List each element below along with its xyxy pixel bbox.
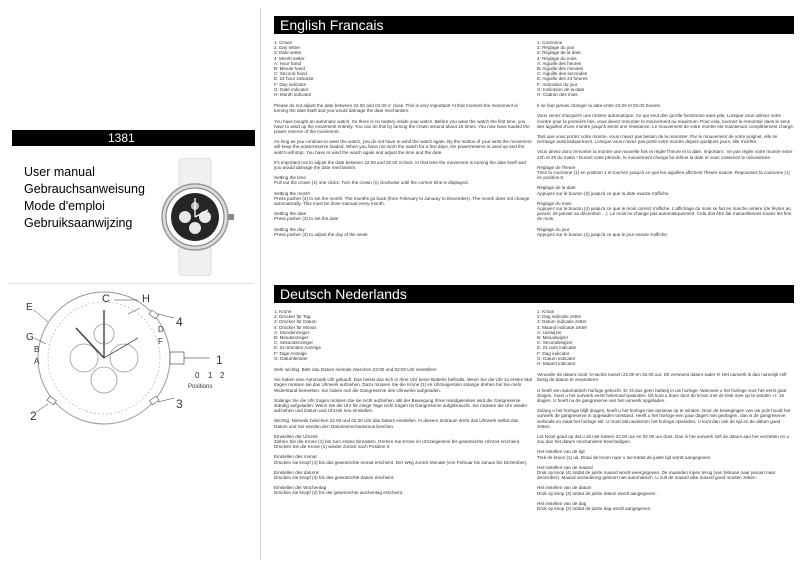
paragraph: Setting the day Press pusher (2) to adjust the day of the week [274,226,368,237]
paragraph: As long as you continue to wear the watch, you do not have to wind the watch again. By the motion of your wrist the movement will keep the powerreserve loaded. When you have not worn the watch for a few days, the powerreserve is used up and the watch will stop. You have to wind the watch again and adjust the time and the date. [274,139,532,155]
list-item: A: Aiguille des heures [537,60,582,66]
paragraph: Het instellen van de datum Druk op knop (3) totdat de juiste datum wordt aangegeven. [537,485,657,496]
list-item: 2: Day setter [274,45,301,51]
watch-photo [150,158,240,276]
list-item: 4: Drücker für Monat [274,324,316,330]
paragraph: Het instellen van de maand Druk op knop (4) totdat de juiste maand wordt weergegeven. De maanden lopen terug (van februari naar januari naar december). Maand verandering gebeurt niet automatisch. U zult de maand elke maand goed moeten zetten. [537,464,776,481]
paragraph: Het instellen van de tijd Trek de kroon (1) uit. Draai de kroon naar u toe totdat de juiste tijd wordt aangegeven. [537,449,712,460]
page-divider [260,8,261,560]
list-item: 1: Krone [274,309,292,314]
paragraph: Réglage du mois Appuyez sur le bouton (4) jusqu'à ce que le mois correct s'affiche. L'affichage du mois se fait en marche arrière (de février au janvier, de janvier au décembre ...). Le mois ne change pas automatiquement. Cela doit être fait manuellement toutes les fins de mois. [537,200,792,222]
diagram-label-h: H [142,293,150,305]
list-item: 1: Couronne [537,40,563,45]
list-item: G: Datum indicator [537,355,576,361]
diagram-label-2: 2 [30,409,37,423]
paragraph: Einstellen des datums Drücken sie knopf (3) bis das gewünschte datum erscheint. [274,469,395,481]
section-header-english-francais [274,16,794,34]
list-item: C: Aiguille des secondes [537,71,588,77]
crown-position-0: 0 [195,371,200,380]
paragraph: Wichtig: Niemals zwischen 22.00 und 02.00 Uhr das Datum einstellen. In diesem Zeitraum dreht das Uhrwerk selbst das Datum und Sie würden den Datumsmechanismus brechen. [274,418,519,429]
list-item: A: Hour hand [274,60,302,66]
diagram-label-g: G [26,332,34,343]
list-item: B: Minuutwijzer [537,335,569,341]
list-item: H: Month indicator [274,92,312,98]
paragraph: Setting the date Press pusher (3) to set the date [274,211,339,222]
diagram-label-3: 3 [176,397,183,411]
list-item: G: Indication de la date [537,86,585,92]
manual-title: User manual [24,165,95,179]
paragraph: Sehr wichtig: Bitte das Datum niemals zwischen 22:00 und 02:00 Uhr einstellen! [274,367,437,373]
diagram-label-4: 4 [176,315,183,329]
list-item: F: Indication du jour [537,81,578,87]
paragraph: Zolang u het horloge blijft dragen, hoeft u het horloge niet opnieuw op te winden. Door de bewegingen van uw pols houdt het uurwerk de gangreserve in opgeladen toestand. Heeft u het horloge een paar dagen niet gedragen, dan is de gangreserve verbruikt en staat het horloge stil. U moet dan wederom het horloge opwinden. U kunt dan ook de tijd en de datum goed zetten. [537,408,791,429]
paragraph: Let Nooit goed op dat u dit niet tussen 22.00 uur en 02.00 uur doet. Dan is het uurwerk zelf de datum aan het verzetten en u zou dan het datum mechanisme beschadigen. [537,434,790,445]
crown-position-2: 2 [220,371,225,380]
crown-position-1: 1 [208,371,213,380]
list-item: H: Cadran des mois [537,92,578,98]
list-item: G: Datumfenster [274,355,308,361]
list-item: C: Sekundenzeiger [274,340,314,346]
list-item: 1: Kroon [537,309,555,314]
paragraph: Einstellen des monat Drücken sie knopf (4) bis das gewünschte monat erscheint. Der Weg zurück Monate (von Februar bis Januar bis Dezember). [274,454,528,465]
deutsch-column [274,309,532,501]
paragraph: Please do not adjust the date between 22.00 and 02.00 o' clock. This is very important! At that moment the movement is turning the date itself and you would damage the date mechanism. [274,103,518,114]
positions-caption: Positions [188,384,213,390]
paragraph: Verander de datum nooit 's-nachts tussen 22.00 en 02.00 uur. Dit verwoest datum-rader !!! Het uurwerk is dan namelijk zelf bezig de datum te veranderen. [537,372,787,383]
paragraph: You have bought an automatic watch. So there is no battery inside your watch. Before you wear the watch the first time, you have to wind up the movement entirely. You can do this by turning the crown around about 15 times. You now have loaded the power reserve of the movement. [274,118,530,135]
diagram-label-e: E [26,302,33,313]
list-item: E: Aiguille des 24 heures [537,76,588,82]
list-item: 4: Maand indicatie zetter [537,324,588,330]
paragraph: It's important not to adjust the date between 22.00 and 02.00 o'clock. In that time the movement is turning the date itself and you would damage the date mechanism. [274,159,526,171]
list-item: 1: Crown [274,40,293,45]
list-item: B: Aiguille des minutes [537,66,584,72]
diagram-label-b: B [34,345,40,354]
diagram-label-c: C [102,293,110,305]
paragraph: Réglage du jour Appuyez sur le bouton (2) jusqu'à ce que le jour exacte s'affiche. [537,226,669,237]
paragraph: Solange Sie die Uhr tragen müssen Sie sie nicht aufziehen. Mit der Bewegung Ihres Handgelenkes wird die Gangreserve ständig aufgeladen. Wenn Sie die Uhr für einige Tage nicht tragen ist Gangreserve aufgebraucht. Sie müssen die Uhr wieder aufziehen und Datum und Uhrzeit neu einstellen. [274,397,528,414]
english-column [274,40,532,242]
paragraph: Réglage de l'heure Tirez la couronne (1) en position 1 et tournez jusqu'à ce que les aiguilles affichent l'heure exacte. Repoussez la couronne (1) en position 0. [537,164,791,181]
section-title: Deutsch Nederlands [280,286,407,302]
list-item: 3: Date setter [274,50,302,56]
part-list [537,40,795,97]
list-item: F: Tage Anzeige [274,350,307,356]
part-list [274,309,532,361]
diagram-label-1: 1 [216,353,223,367]
list-item: 3: Réglage de la date [537,50,581,56]
section-header-deutsch-nederlands [274,285,794,303]
list-item: B: Minutenzeiger [274,335,309,341]
nederlands-column [537,309,795,516]
paragraph: Tant que vous portez votre montre, vous n'avez pas besoin de la remonter. Par le mouvement de votre poignet, elle se recharge automatiquement. Lorsque vous n'avez pas porté votre montre depuis quelques jours, elle s'arrête. [537,134,778,145]
paragraph: Einstellen der Uhrzeit Ziehen Sie die Krone (1) bis zum ersten Einrasten. Drehen Sie Krone im Uhrzeigersinn bis gewünschte Uhrzeit erscheint. Drücken Sie die Krone (1) wieder zurück nach Position 0. [274,433,521,450]
part-list [274,40,532,97]
diagram-label-f: F [158,337,163,346]
manual-title: Gebruiksaanwijzing [24,216,133,230]
list-item: 2: Dag indicatie zetter [537,314,582,320]
list-item: B: Minute hand [274,66,305,72]
list-item: 3: Datum indicatie zetter [537,319,587,325]
francais-column [537,40,795,242]
manual-title-list [24,164,145,232]
list-item: F: Day indicator [274,81,307,87]
list-item: 2: Drücker für Tag [274,314,311,320]
paragraph: Il ne faut jamais changer la date entre 22.00 et 02.00 heures. [537,103,662,109]
list-item: E: 24 uurs indicatie [537,345,577,351]
paragraph: Einstellen der Wochentag Drücken sie knopf (2) bis der gewünschte wochentag erscheint. [274,485,404,496]
list-item: F: Dag indicator [537,350,570,356]
section-title: English Francais [280,17,384,33]
paragraph: Sie haben eine Automatik Uhr gekauft. Das heisst das sich in Ihrer Uhr keine Batterie befindet. Wenn Sie die Uhr zu ersten Mal tragen müssen sie das Uhrwerk aufziehen. Dazu müssen Sie die Krone (1) im Uhrzeigersinn solange drehen bis Sie mehr Widerstand bemerken. Sie haben nun die Gangreserve des Uhrwerks aufgeladen. [274,377,532,393]
manual-title: Mode d'emploi [24,199,105,213]
list-item: H: Maand indicator [537,361,576,367]
list-item: E: 24 hour indicator [274,76,314,82]
list-item: 3: Drücker für Datum [274,319,317,325]
list-item: 2: Réglage du jour [537,45,575,51]
manual-title: Gebrauchsanweisung [24,182,145,196]
watch-diagram [8,288,254,428]
list-item: C: Secondewijzer [537,340,573,346]
paragraph: U heeft een automatisch horloge gekocht. Er zit dus geen batterij in uw horloge. Wanneer u het horloge voor het eerst gaat dragen, moet u het uurwerk eerst helemaal opwinden. Dit kunt u doen door de kroon met de klok mee op te winden +/- 15 slagen. U heeft nu de gangreserve van het uurwerk opgeladen. [537,387,787,404]
paragraph: Setting the time Pull out the crown (1) one clicks. Turn the crown (1) clockwise until the correct time is displayed. [274,175,469,186]
model-bar [12,130,255,146]
paragraph: Vous devez donc remonter la montre une nouvelle fois et régler l'heure et la date. Important : ne pas régler votre montre entre 22h et 2h du matin ! Durant cette période, le mouvement change lui-même la date et vous casseriez le mécanisme. [537,149,793,160]
paragraph: Vous venez d'acquérir une montre automatique. Ce qui veut dire qu'elle fonctionne sans pile. Lorsque vous utilisez votre montre pour la première fois, vous devez remonter le mouvement au maximum. Pour cela, tournez le remontoir dans le sens des aiguilles d'une montre jusqu'à sentir une résistance. Le mouvement de votre montre est maintenant complètement chargé. [537,113,795,129]
list-item: 4: Month setter [274,55,305,61]
list-item: A: Stundenzeiger [274,329,310,335]
paragraph: Setting the month Press pusher (4) to set the month. The months go back (from February to January to December). The month does not change automatically. This must be done manual every month. [274,190,530,207]
paragraph: Réglage de la date Appuyez sur le bouton (3) jusqu'à ce que la date exacte s'affiche. [537,185,670,196]
diagram-label-d: D [158,325,164,334]
paragraph: Het instellen van de dag Druk op knop (2) totdat de juiste dag wordt aangegeven. [537,500,652,512]
list-item: A: Uurwijzer [537,329,562,335]
diagram-label-a: A [34,357,40,366]
list-item: G: Date indicator [274,86,309,92]
part-list [537,309,795,366]
model-number: 1381 [108,131,135,145]
list-item: E: 24-Stunden Anzeige [274,345,321,351]
list-item: C: Second hand [274,71,307,77]
list-item: 4: Réglage du mois [537,55,577,61]
panel-divider [8,283,254,284]
